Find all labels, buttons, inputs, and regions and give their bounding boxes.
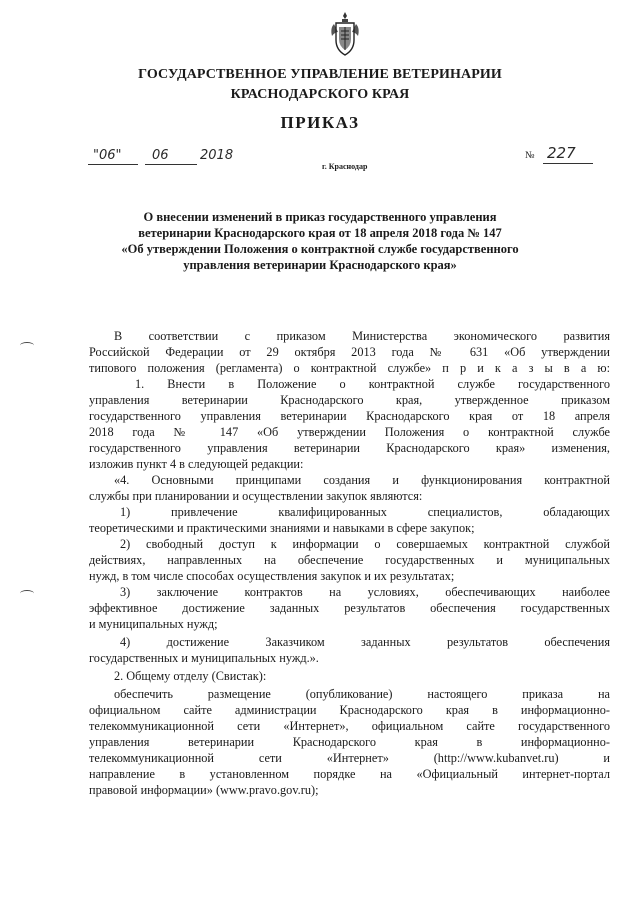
body-text-line: государственного управления ветеринарии Краснодарского края» изменения, [89, 441, 610, 455]
body-text-line: 1. Внести в Положение о контрактной службе государственного [135, 377, 610, 391]
order-number-value: 227 [547, 144, 576, 162]
organization-name-line1: ГОСУДАРСТВЕННОЕ УПРАВЛЕНИЕ ВЕТЕРИНАРИИ [138, 67, 502, 82]
body-text-line: государственного управления ветеринарии Краснодарского края от 18 апреля [89, 409, 610, 423]
body-text-line: Российской Федерации от 29 октября 2013 года № 631 «Об утверждении [89, 345, 610, 359]
date-month-underline [145, 164, 197, 165]
body-text-line: управления ветеринарии Краснодарского края, утвержденное приказом [89, 393, 610, 407]
body-text-line: управления ветеринарии Краснодарского края в информационно- [89, 735, 610, 749]
organization-name-line2: КРАСНОДАРСКОГО КРАЯ [230, 87, 410, 102]
body-text-line: эффективное достижение заданных результатов обеспечения государственных [89, 601, 610, 615]
body-text-line: 1) привлечение квалифицированных специалистов, обладающих [120, 505, 610, 519]
order-number-underline [543, 163, 593, 164]
body-text-line: «4. Основными принципами создания и функционирования контрактной [114, 473, 610, 487]
body-text-line: службы при планировании и осуществлении закупок являются: [89, 489, 423, 503]
body-text-line: обеспечить размещение (опубликование) настоящего приказа на [114, 687, 610, 701]
city-name: г. Краснодар [322, 162, 368, 171]
document-heading-line: управления ветеринарии Краснодарского края» [183, 258, 457, 272]
document-heading-line: ветеринарии Краснодарского края от 18 апреля 2018 года № 147 [138, 226, 502, 240]
date-day: "06" [93, 148, 122, 163]
body-text-line: нужд, в том числе способах осуществления закупок и их результатах; [89, 569, 455, 583]
body-text-line: теоретическими и практическими знаниями и навыками в сфере закупок; [89, 521, 475, 535]
date-year: 2018 [200, 148, 234, 163]
date-day-underline [88, 164, 138, 165]
date-month: 06 [152, 148, 169, 163]
document-type-title: ПРИКАЗ [280, 113, 360, 132]
body-text-line: телекоммуникационной сети «Интернет», официальном сайте государственного [89, 719, 610, 733]
body-text-line: 2. Общему отделу (Свистак): [114, 669, 267, 683]
body-text-line: В соответствии с приказом Министерства экономического развития [114, 329, 610, 343]
body-text-line: действиях, направленных на обеспечение государственных и муниципальных [89, 553, 610, 567]
body-text-line: направление в установленном порядке на «Официальный интернет-портал [89, 767, 610, 781]
body-text-line: 3) заключение контрактов на условиях, обеспечивающих наиболее [120, 585, 610, 599]
document-heading-line: «Об утверждении Положения о контрактной службе государственного [121, 242, 519, 256]
body-text-line: правовой информации» (www.pravo.gov.ru); [89, 783, 319, 797]
body-text-line: типового положения (регламента) о контрактной службе» п р и к а з ы в а ю: [89, 361, 610, 375]
body-text-line: официальном сайте администрации Краснодарского края в информационно- [89, 703, 610, 717]
margin-mark [20, 590, 34, 597]
body-text-line: телекоммуникационной сети «Интернет» (http://www.kubanvet.ru) и [89, 751, 610, 765]
margin-mark [20, 342, 34, 349]
document-heading-line: О внесении изменений в приказ государственного управления [143, 210, 497, 224]
body-text-line: государственных и муниципальных нужд.». [89, 651, 319, 665]
order-number-label: № [525, 150, 535, 161]
body-text-line: 2018 года № 147 «Об утверждении Положения о контрактной службе [89, 425, 610, 439]
body-text-line: и муниципальных нужд; [89, 617, 218, 631]
body-text-line: изложив пункт 4 в следующей редакции: [89, 457, 304, 471]
body-text-line: 2) свободный доступ к информации о совершаемых контрактной службой [120, 537, 610, 551]
coat-of-arms-icon [327, 10, 363, 58]
body-text-line: 4) достижение Заказчиком заданных результатов обеспечения [120, 635, 610, 649]
